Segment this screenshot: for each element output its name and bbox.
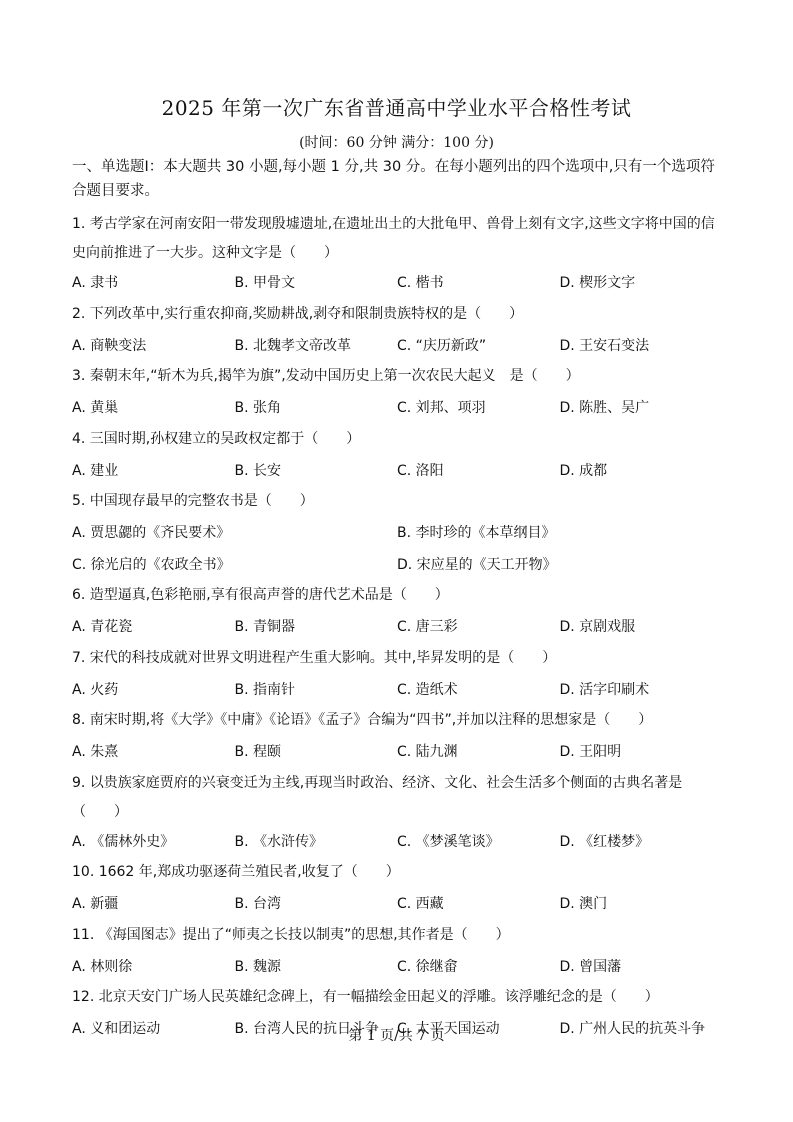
question-text: 5. 中国现存最早的完整农书是（ ） bbox=[72, 493, 314, 509]
answer-option: B. 指南针 bbox=[234, 681, 296, 698]
answer-option: A. 朱熹 bbox=[72, 744, 119, 760]
question-list bbox=[72, 210, 724, 1046]
question-text: 9. 以贵族家庭贾府的兴衰变迁为主线,再现当时政治、经济、文化、社会生活多个侧面的古典名著是（ ） bbox=[72, 774, 683, 820]
answer-option: B. 程颐 bbox=[234, 744, 282, 760]
answer-option: C. 唐三彩 bbox=[397, 619, 458, 635]
question-text: 3. 秦朝末年,“斩木为兵,揭竿为旗”,发动中国历史上第一次农民大起义 是（ ） bbox=[72, 368, 580, 384]
answer-option: C. 徐继畲 bbox=[397, 958, 458, 975]
answer-option: C. 造纸术 bbox=[397, 681, 458, 698]
answer-option: A. 新疆 bbox=[72, 896, 119, 912]
question-item bbox=[72, 581, 724, 644]
answer-option: B. 张角 bbox=[234, 400, 282, 416]
options-row bbox=[72, 889, 724, 921]
answer-option: D. 宋应星的《天工开物》 bbox=[397, 556, 557, 573]
options-row bbox=[72, 393, 724, 425]
answer-option: D. 广州人民的抗英斗争 bbox=[559, 1021, 706, 1037]
answer-option: D. 王阳明 bbox=[559, 744, 622, 760]
answer-option: C. 徐光启的《农政全书》 bbox=[72, 556, 231, 573]
question-text: 12. 北京天安门广场人民英雄纪念碑上，有一幅描绘金田起义的浮雕。该浮雕纪念的是（ ） bbox=[72, 989, 659, 1005]
answer-option: C. 西藏 bbox=[397, 896, 444, 912]
question-text: 2. 下列改革中,实行重农抑商,奖励耕战,剥夺和限制贵族特权的是（ ） bbox=[72, 305, 524, 322]
answer-option: D. 楔形文字 bbox=[559, 275, 636, 291]
exam-time-score: (时间：60 分钟 满分：100 分) bbox=[299, 135, 494, 151]
answer-option: C. 《梦溪笔谈》 bbox=[397, 833, 500, 850]
question-text: 8. 南宋时期,将《大学》《中庸》《论语》《孟子》合编为“四书”,并加以注释的思想家是（ ） bbox=[72, 712, 653, 728]
options-row bbox=[72, 518, 724, 550]
answer-option: C. “庆历新政” bbox=[397, 337, 487, 354]
question-text: 1. 考古学家在河南安阳一带发现殷墟遗址,在遗址出土的大批龟甲、兽骨上刻有文字,这些文字将中国的信史向前推进了一大步。这种文字是（ ） bbox=[72, 216, 715, 261]
answer-option: D. 京剧戏服 bbox=[559, 619, 636, 635]
answer-option: D. 成都 bbox=[559, 462, 608, 479]
answer-option: D. 活字印刷术 bbox=[559, 681, 650, 698]
answer-option: B. 台湾人民的抗日斗争 bbox=[234, 1021, 380, 1037]
answer-option: C. 楷书 bbox=[397, 275, 444, 291]
answer-option: A. 贾思勰的《齐民要术》 bbox=[72, 525, 231, 541]
question-item bbox=[72, 425, 724, 488]
options-row bbox=[72, 550, 724, 582]
options-row bbox=[72, 675, 724, 707]
answer-option: C. 陆九渊 bbox=[397, 744, 458, 760]
question-item bbox=[72, 487, 724, 581]
answer-option: B. 李时珍的《本草纲目》 bbox=[397, 525, 556, 541]
answer-option: C. 刘邦、项羽 bbox=[397, 400, 486, 416]
question-text: 10. 1662 年,郑成功驱逐荷兰殖民者,收复了（ ） bbox=[72, 864, 400, 880]
options-row bbox=[72, 268, 724, 300]
answer-option: D. 曾国藩 bbox=[559, 958, 622, 975]
page-number: 第 1 页/共 7 页 bbox=[348, 1028, 445, 1044]
options-row bbox=[72, 737, 724, 769]
options-row bbox=[72, 331, 724, 363]
answer-option: D. 《红楼梦》 bbox=[559, 833, 650, 850]
answer-option: A. 火药 bbox=[72, 681, 119, 698]
question-text: 11. 《海国图志》提出了“师夷之长技以制夷”的思想,其作者是（ ） bbox=[72, 926, 510, 943]
answer-option: A. 青花瓷 bbox=[72, 619, 133, 635]
answer-option: B. 青铜器 bbox=[234, 619, 296, 635]
answer-option: B. 《水浒传》 bbox=[234, 833, 324, 850]
question-text: 4. 三国时期,孙权建立的吴政权定都于（ ） bbox=[72, 430, 361, 447]
answer-option: B. 魏源 bbox=[234, 958, 282, 975]
answer-option: A. 《儒林外史》 bbox=[72, 833, 175, 850]
answer-option: A. 商鞅变法 bbox=[72, 337, 147, 354]
question-item bbox=[72, 362, 724, 425]
answer-option: A. 义和团运动 bbox=[72, 1021, 161, 1037]
options-row bbox=[72, 612, 724, 644]
options-row bbox=[72, 456, 724, 488]
answer-option: D. 陈胜、吴广 bbox=[559, 400, 650, 416]
question-item bbox=[72, 858, 724, 921]
question-item bbox=[72, 300, 724, 363]
answer-option: C. 洛阳 bbox=[397, 462, 444, 479]
answer-option: B. 台湾 bbox=[234, 896, 282, 912]
section-instructions: 一、单选题Ⅰ：本大题共 30 小题,每小题 1 分,共 30 分。在每小题列出的四个选项中,只有一个选项符合题目要求。 bbox=[72, 159, 715, 199]
question-item bbox=[72, 921, 724, 984]
answer-option: B. 北魏孝文帝改革 bbox=[234, 337, 352, 354]
exam-title: 2025 年第一次广东省普通高中学业水平合格性考试 bbox=[161, 96, 632, 120]
exam-content bbox=[72, 155, 724, 1046]
options-row bbox=[72, 952, 724, 984]
answer-option: C. 太平天国运动 bbox=[397, 1021, 500, 1037]
question-item bbox=[72, 706, 724, 769]
answer-option: A. 隶书 bbox=[72, 275, 119, 291]
question-text: 6. 造型逼真,色彩艳丽,享有很高声誉的唐代艺术品是（ ） bbox=[72, 587, 449, 603]
answer-option: B. 长安 bbox=[234, 462, 282, 479]
answer-option: D. 王安石变法 bbox=[559, 337, 650, 354]
answer-option: B. 甲骨文 bbox=[234, 275, 296, 291]
answer-option: D. 澳门 bbox=[559, 896, 608, 912]
answer-option: A. 黄巢 bbox=[72, 400, 119, 416]
answer-option: A. 建业 bbox=[72, 462, 119, 479]
answer-option: A. 林则徐 bbox=[72, 958, 133, 975]
question-item bbox=[72, 644, 724, 707]
question-item bbox=[72, 210, 724, 300]
options-row bbox=[72, 827, 724, 859]
question-item bbox=[72, 769, 724, 859]
question-text: 7. 宋代的科技成就对世界文明进程产生重大影响。其中,毕昇发明的是（ ） bbox=[72, 649, 557, 666]
